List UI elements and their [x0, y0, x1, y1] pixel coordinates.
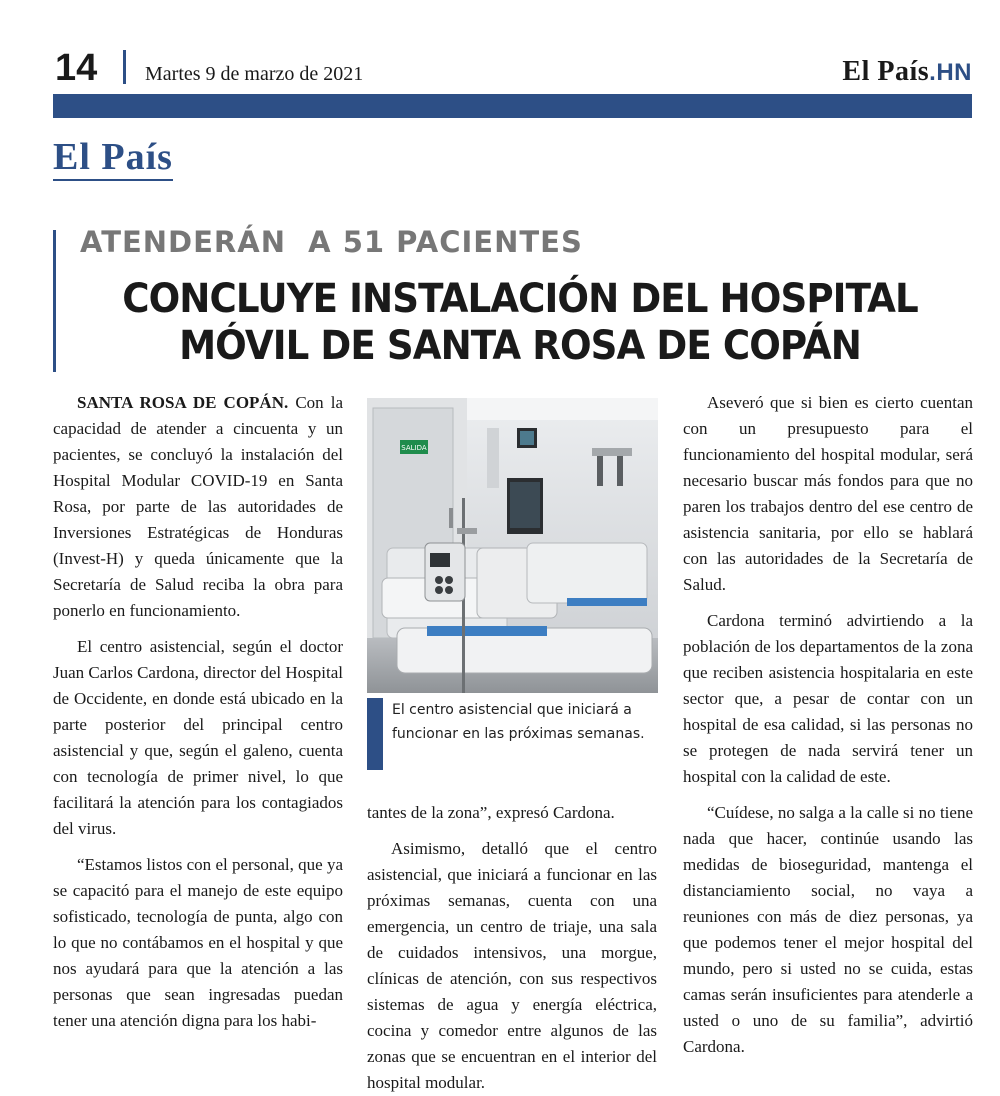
issue-date: Martes 9 de marzo de 2021: [145, 63, 364, 85]
brand-suffix: .HN: [929, 59, 972, 86]
lead-text: Con la capacidad de atender a cincuenta y un pacientes, se concluyó la instalación del Hospital Modular COVID-19 en Santa Rosa, por parte de las autoridades de Inversiones Estratégicas de Honduras (Invest-H) y queda únicamente que la Secretaría de Salud reciba la obra para ponerlo en funcionamiento.: [53, 393, 344, 620]
headline-line-2: MÓVIL DE SANTA ROSA DE COPÁN: [179, 323, 861, 369]
article-column-2: [367, 800, 657, 1096]
paragraph: “Cuídese, no salga a la calle si no tiene nada que hacer, continúe usando las medidas de bioseguridad, mantenga el distanciamiento social, no vaya a reuniones con más de diez personas, ya que podemos tener el mejor hospital del mundo, pero si usted no se cuida, estas camas serán insuficientes para atenderle a usted o uno de su familia”, advirtió Cardona.: [683, 803, 973, 1056]
headline: [92, 276, 948, 370]
dateline: SANTA ROSA DE COPÁN.: [77, 393, 289, 412]
paragraph: “Estamos listos con el personal, que ya se capacitó para el manejo de este equipo sofisticado, tecnología de punta, algo con lo que no contábamos en el hospital y que nos ayudará para que la atención a las personas que sean ingresadas puedan tener una atención digna para los habi-: [53, 855, 343, 1030]
article-column-3: [683, 390, 973, 1060]
header-rule: [53, 94, 972, 118]
paragraph: Cardona terminó advirtiendo a la población de los departamentos de la zona que reciben asistencia hospitalaria en este sector que, a pesar de contar con un hospital de esa calidad, si las personas no se protegen de nada servirá tener un hospital con la calidad de este.: [683, 611, 973, 786]
paragraph: Asimismo, detalló que el centro asistencial, que iniciará a funcionar en las próximas semanas, cuenta con una emergencia, un centro de triaje, una sala de cuidados intensivos, una morgue, clínicas de atención, con sus respectivos sistemas de agua y energía eléctrica, cocina y comedor entre algunos de las zonas que se encuentran en el interior del hospital modular.: [367, 839, 657, 1092]
page-number: 14: [55, 47, 98, 89]
article-column-1: [53, 390, 343, 1034]
lead-paragraph: [53, 390, 343, 624]
paragraph: Aseveró que si bien es cierto cuentan con un presupuesto para el funcionamiento del hospital modular, será necesario buscar más fondos para que no paren los trabajos dentro del ese centro de asistencia sanitaria, por ello se hablará con las autoridades de la Secretaría de Salud.: [683, 393, 973, 594]
exit-sign: SALIDA: [401, 444, 427, 452]
folio-divider: [123, 50, 126, 84]
paragraph: tantes de la zona”, expresó Cardona.: [367, 803, 615, 822]
headline-line-1: CONCLUYE INSTALACIÓN DEL HOSPITAL: [122, 276, 918, 322]
kicker: ATENDERÁN A 51 PACIENTES: [80, 225, 583, 259]
section-title: El País: [53, 135, 173, 181]
brand-logo: [842, 55, 972, 90]
headline-accent-bar: [53, 230, 56, 372]
paragraph: El centro asistencial, según el doctor Juan Carlos Cardona, director del Hospital de Occidente, en donde está ubicado en la parte posterior del principal centro asistencial y que, según el galeno, cuenta con tecnología de primer nivel, lo que facilitará la atención para los contagiados del virus.: [53, 637, 343, 838]
photo-caption: El centro asistencial que iniciará a funcionar en las próximas semanas.: [392, 702, 645, 742]
hospital-photo: [367, 398, 658, 693]
brand-name: El País: [842, 56, 930, 87]
caption-accent-bar: [367, 698, 383, 770]
